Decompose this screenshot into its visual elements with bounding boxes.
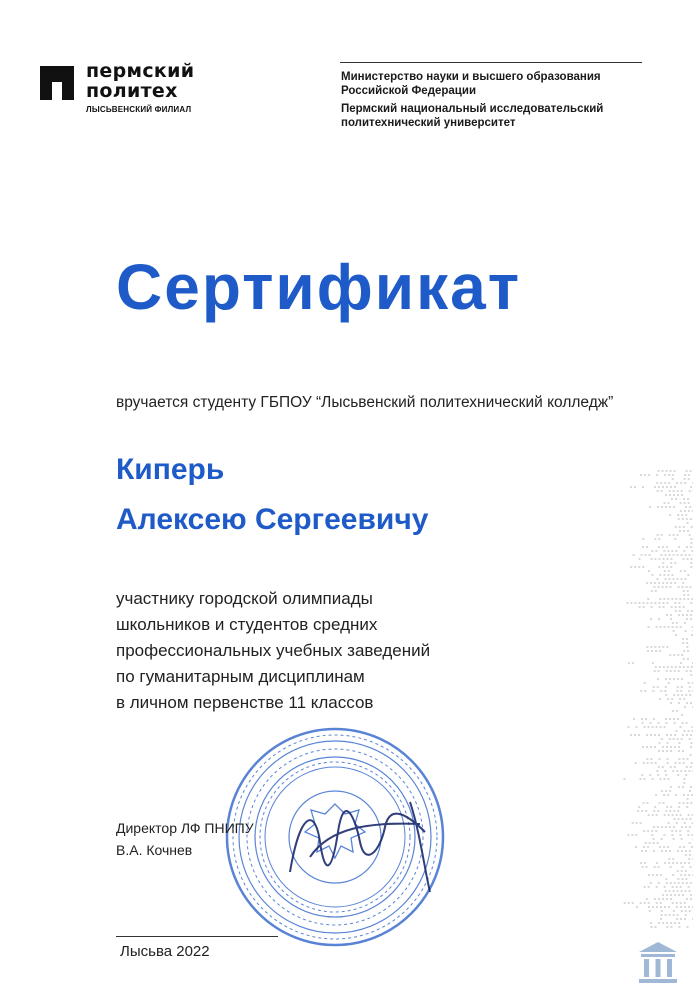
certificate-title: Сертификат [116,251,522,323]
ministry-line4: политехнический университет [341,117,516,129]
logo-subtitle: ЛЫСЬВЕНСКИЙ ФИЛИАЛ [86,105,192,114]
ministry-line1: Министерство науки и высшего образования [341,71,601,83]
recipient-name: Алексею Сергеевичу [116,503,429,536]
seal-stamp [220,722,450,952]
ministry-line3: Пермский национальный исследовательский [341,103,604,115]
ministry-line2: Российской Федерации [341,85,477,97]
city-year: Лысьва 2022 [120,943,210,960]
logo-mark-notch [52,82,62,100]
description-line: в личном первенстве 11 классов [116,693,374,712]
logo-text-line1: пермский [86,60,195,82]
college-emblem-icon [635,938,681,988]
description-line: по гуманитарным дисциплинам [116,667,365,686]
recipient-surname: Киперь [116,453,225,486]
header-rule [340,62,642,63]
decorative-dot-pattern [613,470,693,930]
description-line: профессиональных учебных заведений [116,641,431,660]
description-line: участнику городской олимпиады [116,589,373,608]
logo-text-line2: политех [86,80,178,102]
footer-rule [116,936,278,937]
description-line: школьников и студентов средних [116,615,378,634]
presented-to-text: вручается студенту ГБПОУ “Лысьвенский политехнический колледж” [116,394,614,411]
director-position: Директор ЛФ ПНИПУ [116,820,254,836]
director-name: В.А. Кочнев [116,842,193,858]
